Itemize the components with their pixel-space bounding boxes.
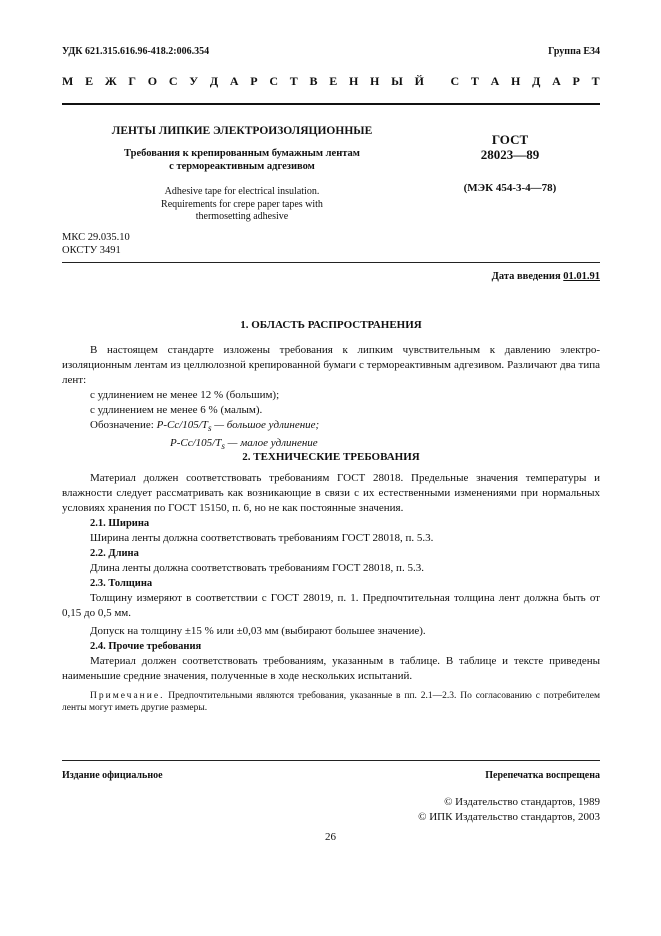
- designation-code: $P-Cc/105/T_s$: [170, 437, 225, 452]
- banner-letter: Е: [329, 74, 338, 88]
- banner-letter: Н: [511, 74, 521, 88]
- designation-line: [62, 418, 600, 436]
- subsection-title: 2.4. Прочие требования: [90, 641, 202, 652]
- page-number: 26: [325, 831, 336, 843]
- subsection-title: 2.3. Толщина: [90, 578, 153, 589]
- subsection-title: 2.2. Длина: [90, 548, 139, 559]
- subsection-text: Ширина ленты должна соответствовать требованиям ГОСТ 28018, п. 5.3.: [90, 532, 434, 544]
- banner-letter: С: [168, 74, 178, 88]
- banner-letter: Н: [370, 74, 380, 88]
- banner-letter: Т: [591, 74, 600, 88]
- subsection-title: 2.1. Ширина: [90, 518, 150, 529]
- banner-letter: У: [189, 74, 199, 88]
- english-title-line: Requirements for crepe paper tapes with: [161, 198, 323, 210]
- banner-letter: А: [490, 74, 500, 88]
- group-code: Группа Е34: [548, 46, 600, 57]
- banner-letter: Е: [85, 74, 94, 88]
- banner-letter: Т: [289, 74, 298, 88]
- copyright-line: © ИПК Издательство стандартов, 2003: [418, 811, 600, 823]
- banner-letter: В: [309, 74, 318, 88]
- banner-letter: Р: [572, 74, 580, 88]
- classification-codes: [62, 231, 130, 257]
- subtitle-line: с термореактивным адгезивом: [169, 160, 315, 172]
- udk-code: УДК 621.315.616.96-418.2:006.354: [62, 46, 210, 57]
- subsection-text: Допуск на толщину ±15 % или ±0,03 мм (выбирают большее значение).: [90, 625, 426, 637]
- document-title: ЛЕНТЫ ЛИПКИЕ ЭЛЕКТРОИЗОЛЯЦИОННЫЕ: [111, 125, 373, 137]
- banner-letter: Ж: [104, 74, 117, 88]
- subsection-text: Материал должен соответствовать требованиям, указанным в таблице. В таблице и тексте приведены наименьшие средние значения, полученные в ходе нескольких испытаний.: [62, 655, 600, 682]
- banner-letter: М: [62, 74, 74, 88]
- subtitle-line: Требования к крепированным бумажным лентам: [124, 148, 360, 159]
- header-divider: [62, 103, 600, 105]
- section-2: [62, 450, 600, 714]
- banner-letter: Н: [348, 74, 359, 88]
- section-1-heading: 1. ОБЛАСТЬ РАСПРОСТРАНЕНИЯ: [240, 319, 422, 331]
- note-text: Предпочтительными являются требования, указанные в пп. 2.1—2.3. По согласованию с потребителем ленты могут иметь другие размеры.: [62, 691, 600, 713]
- section-2-paragraph: Материал должен соответствовать требованиям ГОСТ 28018. Предельные значения температуры и влажности следует рассматривать как возникающие в связи с их естественными изменениями при нормальных условиях хранения по ГОСТ 15150, п. 6, но не как постоянные значения.: [62, 472, 600, 514]
- mks-code: МКС 29.035.10: [62, 232, 130, 243]
- banner-letter: А: [552, 74, 561, 88]
- banner-letter: Ы: [391, 74, 403, 88]
- effective-date: [492, 271, 600, 282]
- designation-description: — малое удлинение: [224, 437, 318, 450]
- gost-number-block: [430, 133, 590, 194]
- banner-letter: А: [229, 74, 239, 88]
- section-divider: [62, 262, 600, 263]
- banner-letter: Р: [250, 74, 258, 88]
- designation-code: $P-Cc/105/T_s$: [156, 419, 212, 434]
- banner-letter: Т: [470, 74, 479, 88]
- effective-date-label: Дата введения: [491, 271, 561, 282]
- banner-letter: [436, 74, 439, 89]
- note: [62, 690, 600, 714]
- english-title-line: thermosetting adhesive: [195, 211, 289, 222]
- banner-letter: Й: [414, 74, 424, 88]
- footer-divider: [62, 760, 600, 761]
- english-title: [62, 186, 422, 224]
- title-block: [62, 125, 422, 224]
- official-edition: Издание официальное: [62, 770, 163, 781]
- gost-label: ГОСТ: [491, 132, 529, 147]
- copyright-block: [418, 795, 600, 825]
- banner-letter: С: [269, 74, 278, 88]
- section-2-heading: 2. ТЕХНИЧЕСКИЕ ТРЕБОВАНИЯ: [242, 451, 420, 463]
- copyright-line: © Издательство стандартов, 1989: [444, 796, 600, 808]
- designation-description: — большое удлинение;: [211, 419, 320, 431]
- banner-letter: Д: [532, 74, 541, 88]
- list-item: с удлинением не менее 6 % (малым).: [90, 404, 263, 416]
- subsection-text: Толщину измеряют в соответствии с ГОСТ 28019, п. 1. Предпочтительная толщина лент должна быть от 0,15 до 0,5 мм.: [62, 592, 600, 619]
- okstu-code: ОКСТУ 3491: [62, 245, 121, 256]
- reprint-prohibited: Перепечатка воспрещена: [485, 770, 600, 781]
- section-1-paragraph: В настоящем стандарте изложены требования к липким чувствительным к давлению электро-изоляционным лентам из целлюлозной крепированной бумаги с термореактивным адгезивом. Различают два типа лент:: [62, 344, 600, 386]
- english-title-line: Adhesive tape for electrical insulation.: [164, 186, 320, 197]
- banner-letter: О: [147, 74, 158, 88]
- effective-date-value: 01.01.91: [563, 271, 600, 282]
- subsection-text: Длина ленты должна соответствовать требованиям ГОСТ 28018, п. 5.3.: [90, 562, 424, 574]
- list-item: с удлинением не менее 12 % (большим);: [90, 389, 280, 401]
- iec-reference: (МЭК 454-3-4—78): [463, 182, 557, 194]
- banner-letter: С: [450, 74, 460, 88]
- banner-letter: Д: [209, 74, 219, 88]
- section-1: [62, 318, 600, 454]
- designation-label: Обозначение:: [90, 419, 154, 431]
- gost-number: 28023—89: [480, 147, 540, 162]
- interstate-standard-banner: [62, 74, 600, 89]
- note-label: Примечание.: [90, 691, 165, 701]
- document-subtitle: [62, 148, 422, 173]
- banner-letter: Г: [128, 74, 137, 88]
